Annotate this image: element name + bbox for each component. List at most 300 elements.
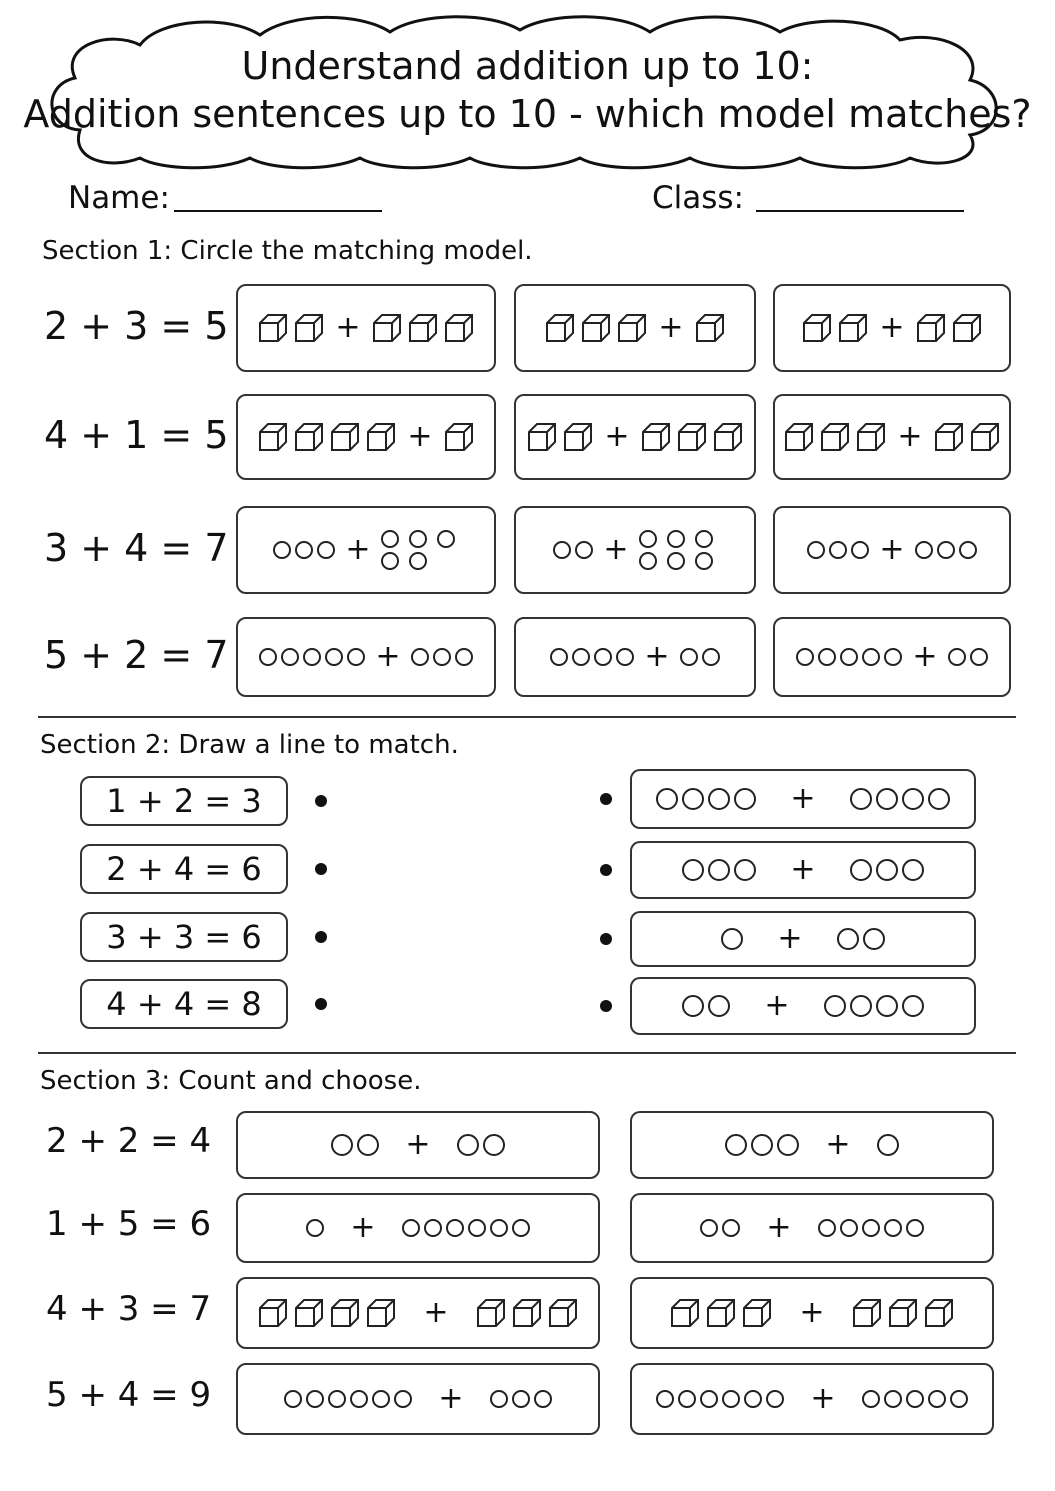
cube-icon <box>705 1297 737 1329</box>
circle-icon <box>876 995 898 1017</box>
cube-icon <box>923 1297 955 1329</box>
counter-group <box>851 1297 955 1329</box>
circle-icon <box>656 788 678 810</box>
cube-icon <box>329 421 361 453</box>
plus-sign: + <box>897 419 923 454</box>
counter-group <box>725 1134 799 1156</box>
counter-group <box>639 530 717 570</box>
equation-card <box>80 912 288 962</box>
counter-group <box>807 541 869 559</box>
circle-icon <box>381 552 399 570</box>
counter-group <box>443 421 475 453</box>
circle-icon <box>490 1219 508 1237</box>
model-contents <box>238 1365 598 1433</box>
model-contents <box>632 913 974 965</box>
circle-icon <box>306 1219 324 1237</box>
cube-icon <box>443 421 475 453</box>
plus-sign: + <box>879 532 905 567</box>
match-dot-left[interactable] <box>315 931 327 943</box>
cube-icon <box>915 312 947 344</box>
circle-icon <box>818 1219 836 1237</box>
cube-icon <box>676 421 708 453</box>
equation-label: 2 + 4 = 6 <box>106 850 262 888</box>
circle-icon <box>695 552 713 570</box>
circle-icon <box>928 788 950 810</box>
plus-sign: + <box>777 921 803 956</box>
circle-icon <box>970 648 988 666</box>
model-option[interactable] <box>630 1111 994 1179</box>
cube-icon <box>851 1297 883 1329</box>
circle-icon <box>331 1134 353 1156</box>
circle-icon <box>350 1390 368 1408</box>
equation-card <box>80 979 288 1029</box>
counter-group <box>721 928 743 950</box>
title-cloud-frame <box>40 10 1010 170</box>
equation-label: 3 + 4 = 7 <box>44 526 229 570</box>
model-option[interactable] <box>236 1277 600 1349</box>
model-option[interactable] <box>236 1111 600 1179</box>
model-contents <box>632 843 974 897</box>
counter-group <box>694 312 726 344</box>
counter-group <box>915 541 977 559</box>
counter-group <box>544 312 648 344</box>
cube-icon <box>616 312 648 344</box>
counter-group <box>402 1219 530 1237</box>
circle-icon <box>424 1219 442 1237</box>
cube-icon <box>801 312 833 344</box>
circle-icon <box>594 648 612 666</box>
circle-icon <box>744 1390 762 1408</box>
cube-icon <box>257 421 289 453</box>
circle-icon <box>259 648 277 666</box>
circle-icon <box>850 995 872 1017</box>
circle-icon <box>409 552 427 570</box>
equation-label: 5 + 2 = 7 <box>44 633 229 677</box>
counter-group <box>475 1297 579 1329</box>
plus-sign: + <box>912 639 938 674</box>
circle-icon <box>863 928 885 950</box>
circle-icon <box>902 788 924 810</box>
circle-icon <box>455 648 473 666</box>
circle-icon <box>851 541 869 559</box>
circle-icon <box>818 648 836 666</box>
counter-group <box>259 648 365 666</box>
counter-group <box>526 421 594 453</box>
circle-icon <box>328 1390 346 1408</box>
cube-icon <box>669 1297 701 1329</box>
cube-icon <box>365 1297 397 1329</box>
cube-icon <box>951 312 983 344</box>
circle-icon <box>394 1390 412 1408</box>
circle-icon <box>512 1390 530 1408</box>
counter-group <box>656 1390 784 1408</box>
counter-group <box>948 648 988 666</box>
circle-icon <box>876 859 898 881</box>
equation-label: 4 + 1 = 5 <box>44 413 229 457</box>
cube-icon <box>969 421 1001 453</box>
circle-icon <box>446 1219 464 1237</box>
circle-icon <box>824 995 846 1017</box>
section-1-title: Section 1: Circle the matching model. <box>42 236 533 266</box>
divider-2 <box>38 1052 1016 1054</box>
model-option[interactable] <box>773 284 1011 372</box>
section-3-title: Section 3: Count and choose. <box>40 1066 422 1096</box>
circle-icon <box>708 859 730 881</box>
cube-icon <box>293 312 325 344</box>
counter-group <box>550 648 634 666</box>
circle-icon <box>722 1390 740 1408</box>
circle-icon <box>915 541 933 559</box>
plus-sign: + <box>438 1381 464 1416</box>
circle-icon <box>402 1219 420 1237</box>
model-option[interactable] <box>236 1193 600 1263</box>
circle-icon <box>695 530 713 548</box>
circle-icon <box>381 530 399 548</box>
circle-icon <box>840 1219 858 1237</box>
model-card <box>630 841 976 899</box>
plus-sign: + <box>350 1210 376 1245</box>
model-contents <box>516 396 754 478</box>
counter-group <box>669 1297 773 1329</box>
circle-icon <box>678 1390 696 1408</box>
cube-icon <box>526 421 558 453</box>
counter-group <box>682 995 730 1017</box>
circle-icon <box>829 541 847 559</box>
plus-sign: + <box>604 419 630 454</box>
circle-icon <box>906 1390 924 1408</box>
model-contents <box>632 1113 992 1177</box>
circle-icon <box>884 1219 902 1237</box>
circle-icon <box>372 1390 390 1408</box>
cube-icon <box>257 1297 289 1329</box>
circle-icon <box>937 541 955 559</box>
divider-1 <box>38 716 1016 718</box>
plus-sign: + <box>423 1295 449 1330</box>
equation-label: 4 + 3 = 7 <box>46 1289 212 1329</box>
circle-icon <box>725 1134 747 1156</box>
cube-icon <box>933 421 965 453</box>
model-option[interactable] <box>514 506 756 594</box>
model-contents <box>632 1195 992 1261</box>
counter-group <box>680 648 720 666</box>
circle-icon <box>295 541 313 559</box>
circle-icon <box>433 648 451 666</box>
model-contents <box>775 286 1009 370</box>
circle-icon <box>702 648 720 666</box>
match-dot-right[interactable] <box>600 793 612 805</box>
circle-icon <box>950 1390 968 1408</box>
circle-icon <box>468 1219 486 1237</box>
model-option[interactable] <box>514 284 756 372</box>
plus-sign: + <box>335 310 361 345</box>
model-option[interactable] <box>630 1193 994 1263</box>
circle-icon <box>682 788 704 810</box>
circle-icon <box>721 928 743 950</box>
model-contents <box>238 286 494 370</box>
cube-icon <box>547 1297 579 1329</box>
counter-group <box>915 312 983 344</box>
counter-group <box>457 1134 505 1156</box>
counter-group <box>371 312 475 344</box>
circle-icon <box>884 648 902 666</box>
cube-icon <box>694 312 726 344</box>
circle-icon <box>317 541 335 559</box>
model-option[interactable] <box>630 1277 994 1349</box>
counter-group <box>257 312 325 344</box>
cube-icon <box>580 312 612 344</box>
circle-icon <box>708 995 730 1017</box>
cube-icon <box>443 312 475 344</box>
match-dot-right[interactable] <box>600 864 612 876</box>
equation-label: 2 + 3 = 5 <box>44 304 229 348</box>
model-card <box>630 977 976 1035</box>
circle-icon <box>490 1390 508 1408</box>
counter-group <box>862 1390 968 1408</box>
plus-sign: + <box>375 639 401 674</box>
model-contents <box>238 619 494 695</box>
counter-group <box>700 1219 740 1237</box>
match-dot-right[interactable] <box>600 1000 612 1012</box>
circle-icon <box>850 788 872 810</box>
model-contents <box>238 1113 598 1177</box>
model-card <box>630 911 976 967</box>
cube-icon <box>819 421 851 453</box>
circle-icon <box>708 788 730 810</box>
plus-sign: + <box>766 1210 792 1245</box>
model-option[interactable] <box>236 284 496 372</box>
circle-icon <box>512 1219 530 1237</box>
circle-icon <box>409 530 427 548</box>
circle-icon <box>534 1390 552 1408</box>
counter-group <box>837 928 885 950</box>
circle-icon <box>906 1219 924 1237</box>
circle-icon <box>837 928 859 950</box>
counter-group <box>933 421 1001 453</box>
model-option[interactable] <box>630 1363 994 1435</box>
circle-icon <box>325 648 343 666</box>
equation-label: 1 + 2 = 3 <box>106 782 262 820</box>
counter-group <box>640 421 744 453</box>
cube-icon <box>640 421 672 453</box>
circle-icon <box>639 552 657 570</box>
circle-icon <box>656 1390 674 1408</box>
title-line-1: Understand addition up to 10: <box>241 44 814 88</box>
counter-group <box>490 1390 552 1408</box>
counter-group <box>656 788 756 810</box>
circle-icon <box>680 648 698 666</box>
circle-icon <box>928 1390 946 1408</box>
model-contents <box>516 286 754 370</box>
circle-icon <box>850 859 872 881</box>
circle-icon <box>948 648 966 666</box>
name-label: Name: <box>68 180 170 216</box>
plus-sign: + <box>603 532 629 567</box>
cube-icon <box>712 421 744 453</box>
class-field[interactable] <box>756 210 964 212</box>
model-option[interactable] <box>514 394 756 480</box>
plus-sign: + <box>407 419 433 454</box>
circle-icon <box>700 1219 718 1237</box>
circle-icon <box>722 1219 740 1237</box>
plus-sign: + <box>790 852 816 887</box>
equation-card <box>80 844 288 894</box>
match-dot-left[interactable] <box>315 998 327 1010</box>
circle-icon <box>884 1390 902 1408</box>
circle-icon <box>303 648 321 666</box>
counter-group <box>682 859 756 881</box>
plus-sign: + <box>405 1127 431 1162</box>
counter-group <box>553 541 593 559</box>
model-contents <box>632 1365 992 1433</box>
cube-icon <box>293 421 325 453</box>
section-2-title: Section 2: Draw a line to match. <box>40 730 459 760</box>
circle-icon <box>959 541 977 559</box>
circle-icon <box>357 1134 379 1156</box>
model-contents <box>775 619 1009 695</box>
match-dot-right[interactable] <box>600 933 612 945</box>
model-contents <box>516 619 754 695</box>
counter-group <box>257 421 397 453</box>
circle-icon <box>682 859 704 881</box>
model-option[interactable] <box>236 1363 600 1435</box>
cube-icon <box>837 312 869 344</box>
counter-group <box>818 1219 924 1237</box>
circle-icon <box>766 1390 784 1408</box>
circle-icon <box>877 1134 899 1156</box>
cube-icon <box>293 1297 325 1329</box>
equation-label: 5 + 4 = 9 <box>46 1375 212 1415</box>
cube-icon <box>475 1297 507 1329</box>
circle-icon <box>796 648 814 666</box>
circle-icon <box>273 541 291 559</box>
model-contents <box>238 1195 598 1261</box>
cube-icon <box>741 1297 773 1329</box>
counter-group <box>877 1134 899 1156</box>
model-contents <box>775 508 1009 592</box>
match-dot-left[interactable] <box>315 795 327 807</box>
counter-group <box>381 530 459 570</box>
model-contents <box>632 1279 992 1347</box>
name-field[interactable] <box>174 210 382 212</box>
plus-sign: + <box>658 310 684 345</box>
title-line-2: Addition sentences up to 10 - which model matches? <box>23 92 1032 136</box>
equation-label: 4 + 4 = 8 <box>106 985 262 1023</box>
model-option[interactable] <box>773 617 1011 697</box>
cube-icon <box>855 421 887 453</box>
model-option[interactable] <box>236 394 496 480</box>
match-dot-left[interactable] <box>315 863 327 875</box>
circle-icon <box>550 648 568 666</box>
model-option[interactable] <box>236 617 496 697</box>
model-option[interactable] <box>236 506 496 594</box>
counter-group <box>850 859 924 881</box>
circle-icon <box>734 859 756 881</box>
cube-icon <box>257 312 289 344</box>
circle-icon <box>682 995 704 1017</box>
circle-icon <box>667 530 685 548</box>
plus-sign: + <box>764 988 790 1023</box>
equation-label: 1 + 5 = 6 <box>46 1204 212 1244</box>
circle-icon <box>575 541 593 559</box>
circle-icon <box>616 648 634 666</box>
model-option[interactable] <box>773 506 1011 594</box>
cube-icon <box>544 312 576 344</box>
counter-group <box>306 1219 324 1237</box>
equation-label: 3 + 3 = 6 <box>106 918 262 956</box>
cube-icon <box>783 421 815 453</box>
circle-icon <box>734 788 756 810</box>
circle-icon <box>306 1390 324 1408</box>
cube-icon <box>329 1297 361 1329</box>
circle-icon <box>572 648 590 666</box>
model-contents <box>632 979 974 1033</box>
counter-group <box>284 1390 412 1408</box>
model-option[interactable] <box>773 394 1011 480</box>
circle-icon <box>862 1219 880 1237</box>
model-contents <box>516 508 754 592</box>
cube-icon <box>887 1297 919 1329</box>
model-contents <box>632 771 974 827</box>
counter-group <box>273 541 335 559</box>
circle-icon <box>840 648 858 666</box>
plus-sign: + <box>644 639 670 674</box>
counter-group <box>411 648 473 666</box>
circle-icon <box>639 530 657 548</box>
cube-icon <box>371 312 403 344</box>
equation-label: 2 + 2 = 4 <box>46 1121 212 1161</box>
cube-icon <box>562 421 594 453</box>
model-contents <box>238 396 494 478</box>
circle-icon <box>281 648 299 666</box>
model-contents <box>238 508 494 592</box>
circle-icon <box>553 541 571 559</box>
circle-icon <box>457 1134 479 1156</box>
counter-group <box>850 788 950 810</box>
circle-icon <box>751 1134 773 1156</box>
cube-icon <box>407 312 439 344</box>
circle-icon <box>347 648 365 666</box>
counter-group <box>257 1297 397 1329</box>
equation-card <box>80 776 288 826</box>
model-contents <box>238 1279 598 1347</box>
model-option[interactable] <box>514 617 756 697</box>
circle-icon <box>667 552 685 570</box>
plus-sign: + <box>810 1381 836 1416</box>
counter-group <box>796 648 902 666</box>
plus-sign: + <box>790 781 816 816</box>
model-card <box>630 769 976 829</box>
counter-group <box>783 421 887 453</box>
plus-sign: + <box>799 1295 825 1330</box>
circle-icon <box>483 1134 505 1156</box>
counter-group <box>331 1134 379 1156</box>
cube-icon <box>365 421 397 453</box>
counter-group <box>824 995 924 1017</box>
circle-icon <box>862 648 880 666</box>
circle-icon <box>862 1390 880 1408</box>
circle-icon <box>437 530 455 548</box>
model-contents <box>775 396 1009 478</box>
circle-icon <box>777 1134 799 1156</box>
circle-icon <box>700 1390 718 1408</box>
circle-icon <box>807 541 825 559</box>
counter-group <box>801 312 869 344</box>
cube-icon <box>511 1297 543 1329</box>
circle-icon <box>411 648 429 666</box>
plus-sign: + <box>345 532 371 567</box>
circle-icon <box>902 995 924 1017</box>
circle-icon <box>902 859 924 881</box>
